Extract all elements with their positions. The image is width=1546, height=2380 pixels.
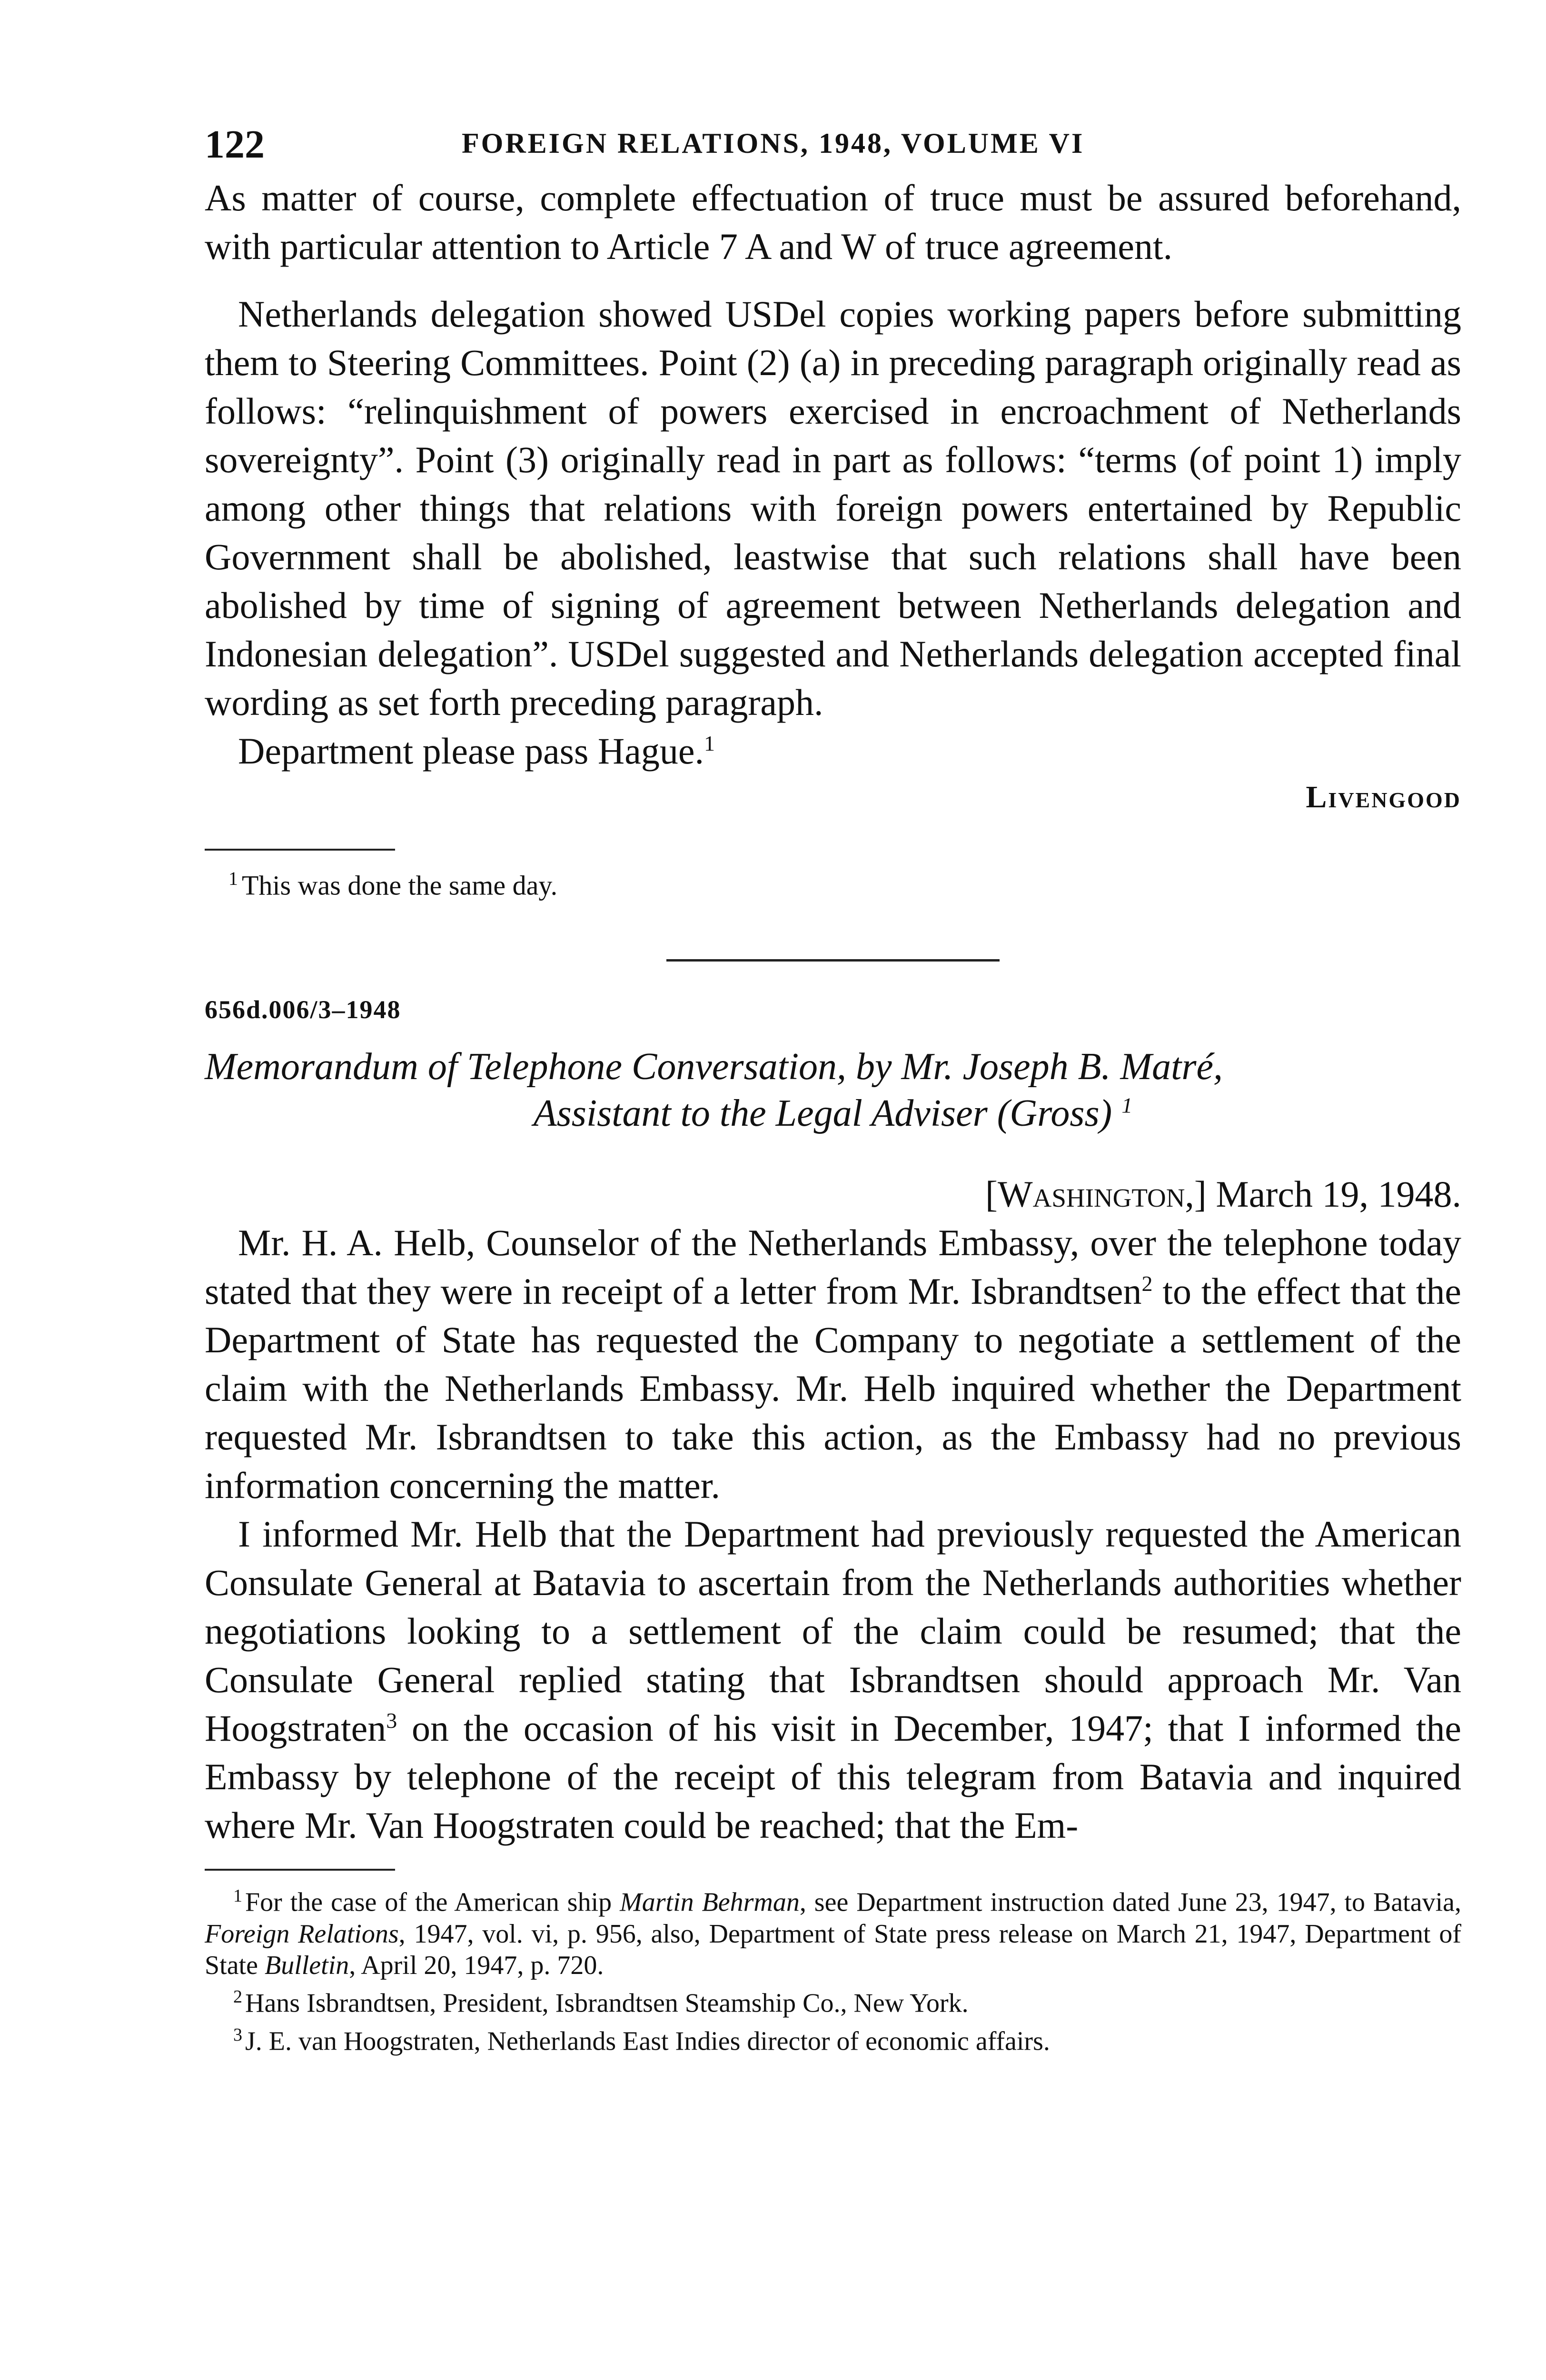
page-header [205,121,1461,174]
footnote-1-number: 1 [233,1886,242,1906]
memo-paragraph-1-a: Mr. H. A. Helb, Counselor of the Netherlands Embassy, over the telephone today stated that they were in receipt of a letter from Mr. Isbrandtsen [205,1222,1461,1312]
footnote-rule [205,849,395,851]
dateline-date: March 19, 1948. [1216,1173,1461,1215]
pass-hague-text: Department please pass Hague. [238,730,704,772]
continuation-paragraph-1: As matter of course, complete effectuation of truce must be assured beforehand, with particular attention to Article 7 A and W of truce agreement. [205,177,1461,267]
footnote-reference: 1 [704,731,715,755]
memo-title-line-1: Memorandum of Telephone Conversation, by Mr. Joseph B. Matré, [205,1046,1223,1088]
page-number: 122 [205,122,265,167]
signature: Livengood [1306,780,1461,814]
footnote-1-text-a: For the case of the American ship [245,1887,620,1917]
memo-title-line-2-text: Assistant to the Legal Adviser (Gross) [533,1092,1112,1135]
footnote-1-bulletin: Bulletin [264,1950,349,1980]
footnote-1-publication: Foreign Relations [205,1919,399,1949]
footnote-1-text-d: , April 20, 1947, p. 720. [349,1950,604,1980]
continuation-paragraph-2: Netherlands delegation showed USDel copies working papers before submitting them to Steering Committees. Point (2) (a) in preceding paragraph originally read as follows: “relinquishment of powers exercised in encroachment of Netherlands sovereignty”. Point (3) originally read in part as follows: “terms (of point 1) imply among other things that relations with foreign powers entertained by Republic Government shall be abolished, leastwise that such relations shall have been abolished by time of signing of agreement between Netherlands delegation and Indonesian delegation”. USDel suggested and Netherlands delegation accepted final wording as set forth preceding paragraph. [205,293,1461,723]
footnote-3 [205,2019,1461,2057]
footnote-text: This was done the same day. [242,870,558,901]
footnotes-rule [205,1869,395,1871]
memo-paragraph-2-a: I informed Mr. Helb that the Department had previously requested the American Consulate General at Batavia to ascertain from the Netherlands authorities whether negotiations looking to a settlement of the claim could be resumed; that the Consulate General replied stating that Isbrandtsen should approach Mr. Van Hoogstraten [205,1513,1461,1749]
dateline [205,1170,1461,1219]
memo-title-line-2 [205,1090,1461,1137]
footnote-2-number: 2 [233,1986,242,2007]
section-separator [666,959,1000,962]
running-title: FOREIGN RELATIONS, 1948, VOLUME VI [462,128,1085,159]
footnote-reference: 2 [1141,1271,1153,1296]
footnote [205,862,1461,902]
memo-paragraph-1 [205,1219,1461,1510]
file-number: 656d.006/3–1948 [205,995,401,1024]
dateline-place: [Washington,] [985,1173,1207,1215]
memo-paragraph-1-b: to the effect that the Department of State has requested the Company to negotiate a settlement of the claim with the Netherlands Embassy. Mr. Helb inquired whether the Department requested Mr. Isbrandtsen to take this action, as the Embassy had no previous information concerning the matter. [205,1270,1461,1507]
footnote-reference: 1 [1121,1093,1133,1118]
footnote-1-ship: Martin Behrman [620,1887,800,1917]
memo-paragraph-2-b: on the occasion of his visit in December, 1947; that I informed the Embassy by telephone of the receipt of this telegram from Batavia and inquired where Mr. Van Hoogstraten could be reached; that the Em- [205,1707,1462,1846]
document-page [205,121,1461,2057]
footnote-3-number: 3 [233,2024,242,2045]
footnote-3-text: J. E. van Hoogstraten, Netherlands East Indies director of economic affairs. [245,2026,1050,2056]
continuation-paragraph-3 [205,727,1461,775]
footnote-number: 1 [228,868,238,889]
footnote-reference: 3 [386,1708,397,1733]
footnote-1-text-b: , see Department instruction dated June 23, 1947, to Batavia, [799,1887,1462,1917]
footnote-2-text: Hans Isbrandtsen, President, Isbrandtsen Steamship Co., New York. [245,1988,969,2018]
footnote-2 [205,1981,1461,2019]
footnote-1 [205,1880,1461,1981]
footnote-1-text-c: , 1947, vol. vi, p. 956, also, Department of State press release on March 21, 1947, Department of State [205,1919,1461,1980]
memo-paragraph-2 [205,1510,1461,1850]
